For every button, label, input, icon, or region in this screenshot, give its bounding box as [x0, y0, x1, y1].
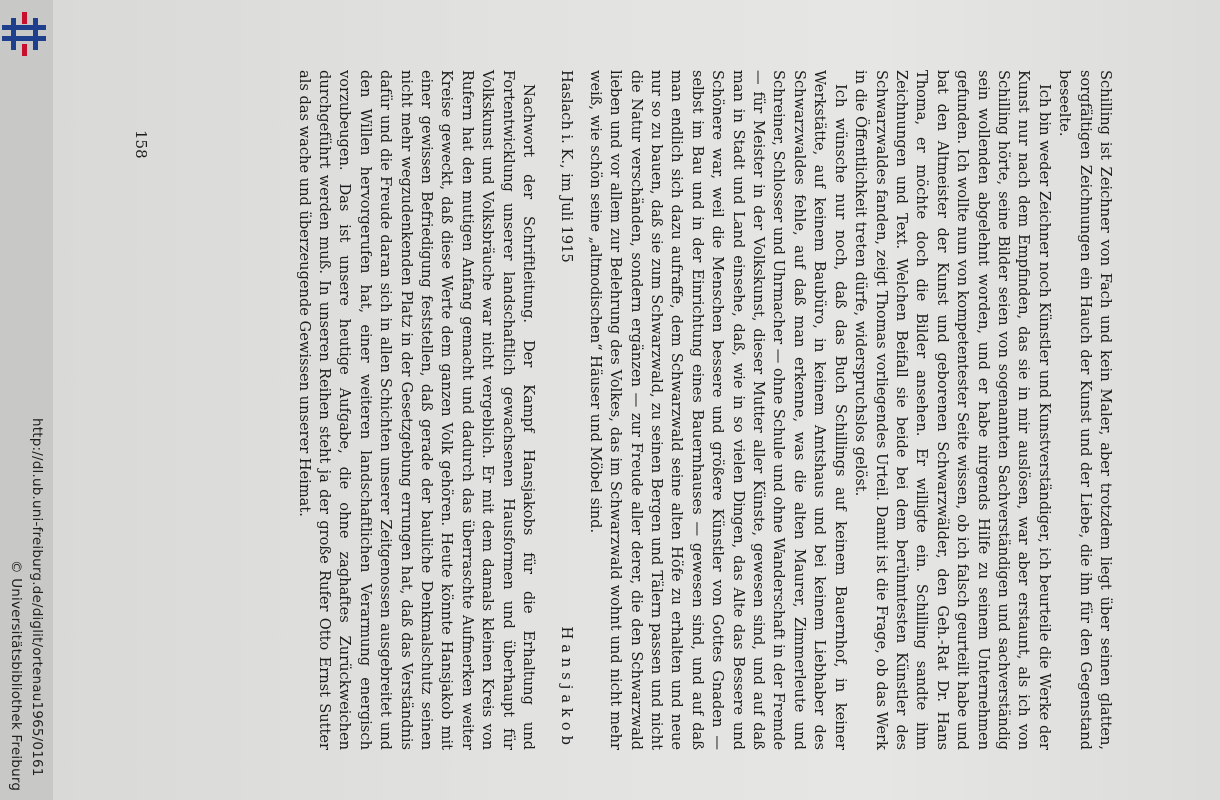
- copyright-notice: © Universitätsbibliothek Freiburg: [8, 560, 24, 792]
- paragraph-3: Ich wünsche nur noch, daß das Buch Schillings auf keinem Bauernhof, in keiner Werkstätte, auf keinem Baubüro, in keinem Amtshaus und bei keinem Liebhaber des Schwarzwaldes fehle, auf daß man erkenne, was die alten Maurer, Zimmerleute und Schreiner, Schlosser und Uhrmacher — ohne Schule und ohne Wanderschaft in der Fremde — für Meister in der Volkskunst, dieser Mutter aller Künste, gewesen sind, und auf daß man in Stadt und Land einsehe, daß, wie in so vielen Dingen, das Alte das Bessere und Schönere war, weil die Menschen bessere und größere Künstler von Gottes Gnaden — selbst im Bau und in der Einrichtung eines Bauernhauses — gewesen sind, und auf daß man endlich sich dazu aufraffe, dem Schwarzwald seine alten Höfe zu erhalten und neue nur so zu bauen, daß sie zum Schwarzwald, zu seinen Bergen und Tälern passen und nicht die Natur verschänden, sondern ergänzen — zur Freude aller derer, die den Schwarzwald lieben und vor allem zur Belehrung des Volkes, das im Schwarzwald wohnt und nicht mehr weiß, wie schön seine „altmodischen“ Häuser und Möbel sind.: [586, 70, 849, 750]
- paragraph-2: Ich bin weder Zeichner noch Künstler und Kunstverständiger, ich beurteile die Werke der Kunst nur nach dem Empfinden, das sie in mir auslösen, war aber erstaunt, als ich von Schilling hörte, seine Bilder seien von sogenannten Sachverständigen und sachverständig sein wollenden abgelehnt worden, und er habe nirgends Hilfe zu seinem Unternehmen gefunden. Ich wollte nun von kompetentester Seite wissen, ob ich falsch geurteilt habe und bat den Altmeister der Kunst und geborenen Schwarzwälder, den Geh.-Rat Dr. Hans Thoma, er möchte doch die Bilder ansehen. Er willigte ein. Schilling sandte ihm Zeichnungen und Text. Welchen Beifall sie beide bei dem berühmtesten Künstler des Schwarzwaldes fanden, zeigt Thomas vorliegendes Urteil. Damit ist die Frage, ob das Werk in die Öffentlichkeit treten dürfe, widerspruchslos gelöst.: [852, 70, 1053, 750]
- page-text: [293, 70, 1115, 750]
- nachwort-paragraph: Nachwort der Schriftleitung. Der Kampf Hansjakobs für die Erhaltung und Fortentwicklung unserer landschaftlich gewachsenen Hausformen und überhaupt für Volkskunst und Volksbräuche war nicht vergeblich. Er mit dem damals kleinen Kreis von Rufern hat den mutigen Anfang gemacht und dadurch das überraschte Aufmerken weiter Kreise geweckt, daß diese Werte dem ganzen Volk gehören. Heute könnte Hansjakob mit einer gewissen Befriedigung feststellen, daß gerade der bauliche Denkmalschutz seinen nicht mehr wegzudenkenden Platz in der Gesetzgebung errungen hat, daß das Verständnis dafür und die Freude daran sich in allen Schichten unserer Zeitgenossen ausgebreitet und den Willen hervorgerufen hat, einer weiteren landschaftlichen Verarmung energisch vorzubeugen. Das ist unsere heutige Aufgabe, die ohne zaghaftes Zurückweichen durchgeführt werden muß. In unseren Reihen steht ja der große Rufer Otto Ernst Sutter als das wache und überzeugende Gewissen unserer Heimat.: [295, 70, 538, 750]
- signature-place-date: Haslach i. K., im Juli 1915: [558, 70, 576, 263]
- page-number: 158: [132, 130, 150, 159]
- sidebar: [0, 0, 53, 800]
- document-url[interactable]: http://dl.ub.uni-freiburg.de/diglit/ortenau1965/0161: [29, 418, 45, 777]
- university-logo-icon: [2, 10, 46, 58]
- signature-row: [556, 70, 576, 750]
- paragraph-1: Schilling ist Zeichner von Fach und kein Maler, aber trotzdem liegt über seinen glatten, sorgfältigen Zeichnungen ein Hauch der Kunst und der Liebe, die ihn für den Gegenstand beseelte.: [1056, 70, 1114, 750]
- signature-author: Hansjakob: [558, 626, 576, 750]
